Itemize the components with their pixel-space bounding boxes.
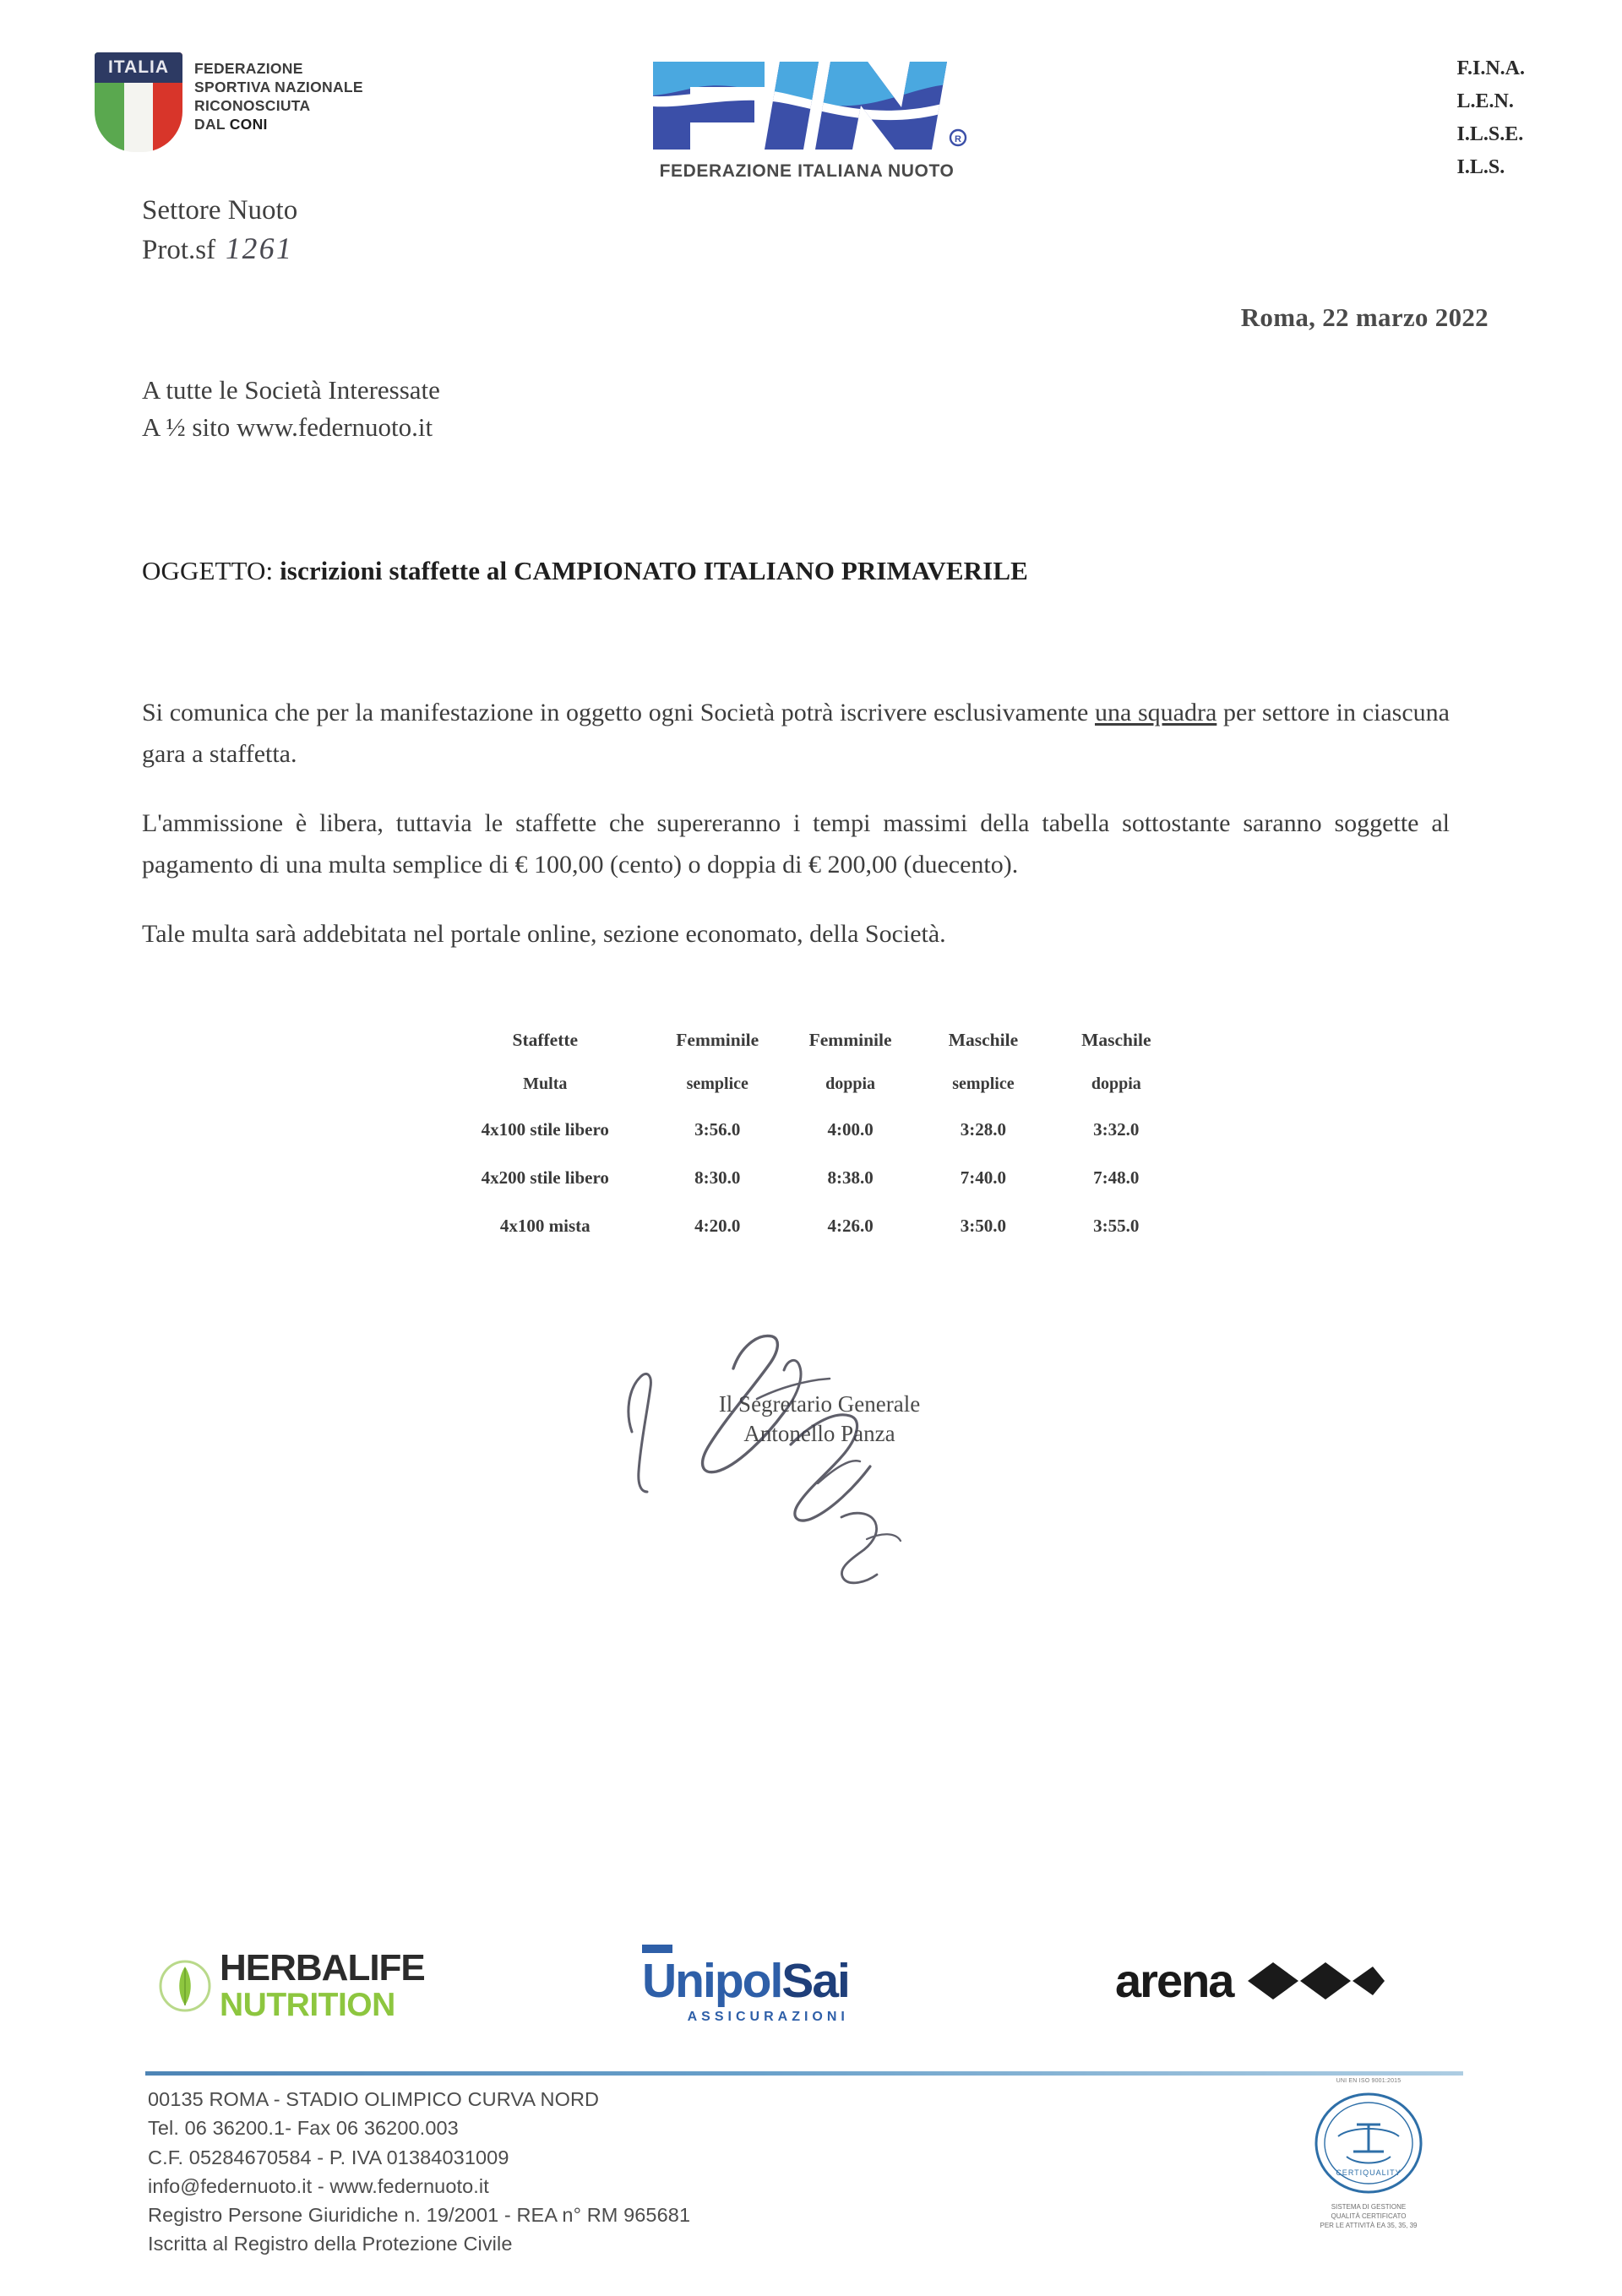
place-and-date: Roma, 22 marzo 2022 bbox=[1240, 302, 1489, 332]
row-value: 3:56.0 bbox=[694, 1119, 741, 1140]
maximum-times-table bbox=[439, 1018, 1183, 1250]
paragraph-2: L'ammissione è libera, tuttavia le staffette che supereranno i tempi massimi della tabella sottostante saranno soggette al pagamento di una multa semplice di € 100,00 (cento) o doppia di € 200,00 (duecento). bbox=[142, 809, 1450, 879]
handwritten-signature-icon bbox=[591, 1318, 1031, 1622]
paragraph-3: Tale multa sarà addebitata nel portale online, sezione economato, della Società. bbox=[142, 920, 946, 949]
header-femminile-2: Femminile bbox=[808, 1030, 892, 1050]
header-semplice-f: semplice bbox=[686, 1075, 748, 1093]
federation-ils: I.L.S. bbox=[1456, 155, 1505, 178]
federation-fina: F.I.N.A. bbox=[1456, 57, 1525, 79]
footer-address bbox=[148, 2085, 690, 2259]
row-event: 4x100 mista bbox=[499, 1216, 591, 1236]
fin-logo-icon bbox=[638, 46, 976, 156]
footer-line-2: Tel. 06 36200.1- Fax 06 36200.003 bbox=[148, 2117, 459, 2140]
coni-recognition-text bbox=[194, 52, 363, 133]
unipolsai-primary bbox=[642, 1954, 849, 2008]
coni-line-4-text: DAL bbox=[194, 116, 230, 133]
cert-bottom-line-1: SISTEMA DI GESTIONE bbox=[1331, 2203, 1407, 2211]
federation-ilse: I.L.S.E. bbox=[1456, 122, 1524, 145]
certiquality-badge-icon bbox=[1313, 2087, 1424, 2199]
row-value: 8:38.0 bbox=[827, 1167, 874, 1188]
arena-diamonds-icon bbox=[1244, 1959, 1388, 2003]
row-event: 4x100 stile libero bbox=[481, 1119, 609, 1140]
paragraph-1-emphasis: una squadra bbox=[1095, 699, 1217, 726]
paragraph-1-part-3: per settore in ciascuna gara a staffetta. bbox=[142, 699, 1450, 768]
addressee-line-2: A ½ sito www.federnuoto.it bbox=[142, 412, 433, 443]
signature-name: Antonello Panza bbox=[743, 1420, 895, 1446]
row-value: 7:48.0 bbox=[1093, 1167, 1140, 1188]
unipolsai-bar-icon bbox=[642, 1945, 672, 1953]
herbalife-primary: HERBALIFE bbox=[220, 1947, 425, 1989]
footer-line-5: Registro Persone Giuridiche n. 19/2001 - REA n° RM 965681 bbox=[148, 2204, 691, 2227]
paragraph-1 bbox=[142, 693, 1450, 775]
paragraph-1-part-1: Si comunica che per la manifestazione in oggetto ogni Società potrà iscrivere esclusivamente bbox=[142, 699, 1095, 726]
cert-bottom-notes bbox=[1284, 2203, 1453, 2230]
sponsor-herbalife bbox=[159, 1947, 425, 2023]
row-value: 4:26.0 bbox=[827, 1216, 874, 1236]
row-value: 3:28.0 bbox=[960, 1119, 1007, 1140]
cert-top-note: UNI EN ISO 9001:2015 bbox=[1336, 2078, 1402, 2084]
row-value: 4:00.0 bbox=[827, 1119, 874, 1140]
unipolsai-wordmark bbox=[642, 1954, 849, 2024]
header-femminile-1: Femminile bbox=[676, 1030, 759, 1050]
coni-line-3: RICONOSCIUTA bbox=[194, 97, 311, 115]
footer-line-1: 00135 ROMA - STADIO OLIMPICO CURVA NORD bbox=[148, 2088, 600, 2110]
international-federations bbox=[1457, 52, 1525, 184]
header-multa: Multa bbox=[523, 1075, 568, 1093]
addressee-block bbox=[142, 372, 440, 446]
svg-text:R: R bbox=[955, 134, 961, 144]
row-value: 3:50.0 bbox=[960, 1216, 1007, 1236]
footer-line-3: C.F. 05284670584 - P. IVA 01384031009 bbox=[148, 2146, 509, 2168]
addressee-line-1: A tutte le Società Interessate bbox=[142, 375, 440, 405]
header-maschile-1: Maschile bbox=[948, 1030, 1019, 1050]
row-value: 3:55.0 bbox=[1093, 1216, 1140, 1236]
table-row bbox=[439, 1106, 1183, 1154]
sponsor-unipolsai bbox=[642, 1945, 849, 2024]
subject-label: OGGETTO: bbox=[142, 556, 274, 585]
signature-title: Il Segretario Generale bbox=[718, 1391, 921, 1417]
unipolsai-primary-b: Sai bbox=[781, 1954, 849, 2008]
footer-divider bbox=[145, 2071, 1463, 2076]
row-value: 4:20.0 bbox=[694, 1216, 741, 1236]
header-doppia-f: doppia bbox=[825, 1075, 876, 1093]
signature-text bbox=[650, 1390, 988, 1448]
unipolsai-primary-a: Unipol bbox=[642, 1954, 782, 2008]
department-name: Settore Nuoto bbox=[142, 195, 298, 226]
sponsor-strip bbox=[0, 1943, 1622, 2053]
herbalife-secondary: NUTRITION bbox=[220, 1987, 395, 2023]
header-semplice-m: semplice bbox=[952, 1075, 1015, 1093]
federation-len: L.E.N. bbox=[1456, 90, 1514, 112]
footer-line-6: Iscritta al Registro della Protezione Civile bbox=[148, 2233, 513, 2255]
coni-line-4 bbox=[194, 115, 363, 133]
table-row bbox=[439, 1202, 1183, 1250]
protocol-line bbox=[142, 229, 297, 269]
herbalife-leaf-icon bbox=[159, 1960, 211, 2012]
sponsor-arena bbox=[1115, 1953, 1388, 2008]
subject-value: iscrizioni staffette al CAMPIONATO ITALIANO PRIMAVERILE bbox=[280, 556, 1028, 585]
coni-recognition-block bbox=[95, 52, 363, 152]
row-value: 7:40.0 bbox=[960, 1167, 1007, 1188]
fin-logo-block bbox=[621, 46, 993, 182]
protocol-label: Prot.sf bbox=[142, 234, 216, 265]
svg-text:CERTIQUALITY: CERTIQUALITY bbox=[1336, 2168, 1402, 2177]
arena-wordmark: arena bbox=[1115, 1954, 1233, 2007]
row-value: 3:32.0 bbox=[1093, 1119, 1140, 1140]
table-row bbox=[439, 1154, 1183, 1202]
shield-label: ITALIA bbox=[95, 52, 182, 83]
signature-block bbox=[591, 1318, 1031, 1622]
letter-body bbox=[142, 693, 1450, 984]
cert-bottom-line-3: PER LE ATTIVITÀ EA 35, 35, 39 bbox=[1320, 2221, 1418, 2229]
coni-line-2: SPORTIVA NAZIONALE bbox=[194, 79, 363, 96]
coni-keyword: CONI bbox=[229, 116, 268, 133]
row-value: 8:30.0 bbox=[694, 1167, 741, 1188]
footer-line-4: info@federnuoto.it - www.federnuoto.it bbox=[148, 2174, 489, 2197]
subject-line bbox=[142, 556, 1028, 586]
fin-caption: FEDERAZIONE ITALIANA NUOTO bbox=[659, 161, 955, 181]
table-header-row-1 bbox=[439, 1018, 1183, 1063]
table-head bbox=[439, 1018, 1183, 1106]
herbalife-wordmark bbox=[220, 1947, 425, 2023]
unipolsai-secondary: ASSICURAZIONI bbox=[687, 2010, 849, 2024]
table-body bbox=[439, 1106, 1183, 1250]
italia-shield-icon bbox=[95, 52, 182, 152]
header-maschile-2: Maschile bbox=[1081, 1030, 1151, 1050]
quality-certification-seal bbox=[1284, 2078, 1453, 2260]
cert-bottom-line-2: QUALITÀ CERTIFICATO bbox=[1331, 2212, 1407, 2220]
header-doppia-m: doppia bbox=[1091, 1075, 1141, 1093]
department-protocol-block bbox=[142, 193, 297, 269]
coni-line-1: FEDERAZIONE bbox=[194, 60, 303, 77]
table-header-row-2 bbox=[439, 1063, 1183, 1106]
row-event: 4x200 stile libero bbox=[481, 1167, 609, 1188]
header-staffette: Staffette bbox=[512, 1030, 579, 1050]
letterhead bbox=[0, 0, 1622, 265]
protocol-number: 1261 bbox=[222, 231, 297, 265]
